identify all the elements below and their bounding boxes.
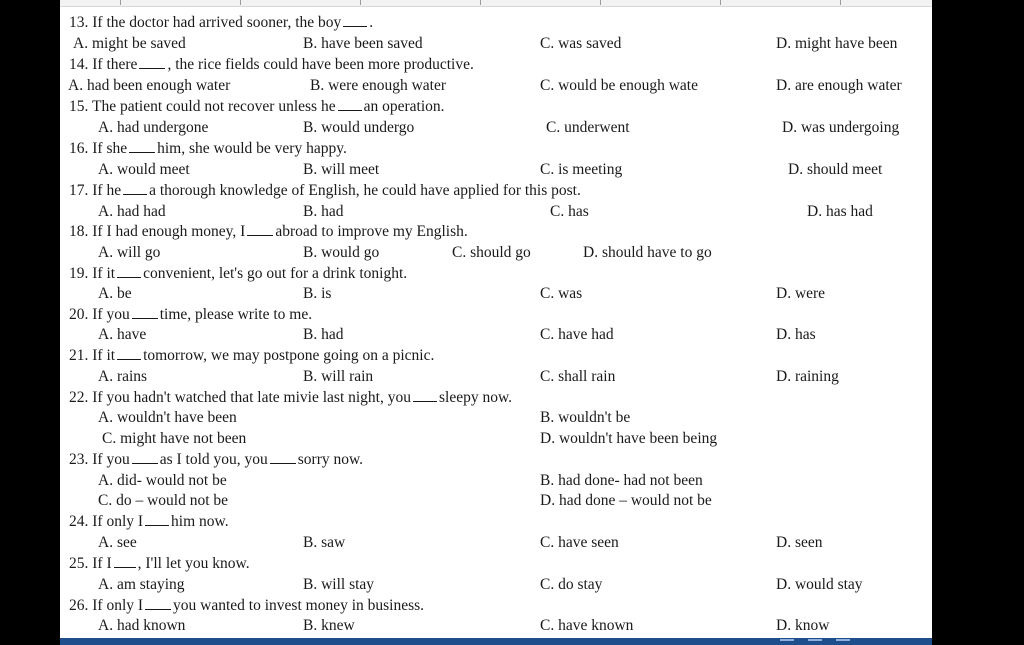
question-number: 19. [69, 265, 89, 282]
option-c[interactable]: C. was [540, 285, 583, 302]
answer-blank [114, 554, 136, 568]
question-text: If there [92, 56, 138, 73]
option-b[interactable]: B. knew [303, 617, 355, 634]
option-b[interactable]: B. is [303, 285, 332, 302]
question-number: 20. [69, 306, 89, 323]
option-b[interactable]: B. will stay [303, 576, 375, 593]
question-text: If I [92, 555, 112, 572]
question-number: 17. [69, 182, 89, 199]
option-b[interactable]: B. have been saved [303, 35, 423, 52]
option-d[interactable]: D. should meet [788, 161, 883, 178]
option-a[interactable]: A. be [98, 285, 132, 302]
question-number: 14. [69, 56, 89, 73]
question-text: tomorrow, we may postpone going on a picnic. [143, 347, 435, 364]
option-d[interactable]: D. was undergoing [782, 119, 900, 136]
option-c[interactable]: C. has [550, 203, 589, 220]
question-text: time, please write to me. [159, 306, 313, 323]
question-text: . [369, 14, 374, 31]
option-d[interactable]: D. know [776, 617, 830, 634]
answer-blank [343, 13, 367, 27]
answer-blank [145, 512, 169, 526]
question-18 [69, 222, 468, 242]
question-14 [69, 55, 474, 75]
option-d[interactable]: D. would stay [776, 576, 863, 593]
option-c[interactable]: C. would be enough wate [540, 77, 698, 94]
option-a[interactable]: A. have [98, 326, 147, 343]
option-a[interactable]: A. see [98, 534, 137, 551]
option-b[interactable]: B. had done- had not been [540, 472, 703, 489]
option-d[interactable]: D. should have to go [583, 244, 712, 261]
question-19 [69, 264, 407, 284]
option-a[interactable]: A. had undergone [98, 119, 209, 136]
option-c[interactable]: C. have seen [540, 534, 619, 551]
question-text: If it [92, 347, 116, 364]
option-d[interactable]: D. has [776, 326, 816, 343]
taskbar-mark [808, 639, 822, 641]
option-c[interactable]: C. is meeting [540, 161, 623, 178]
option-c[interactable]: C. have had [540, 326, 614, 343]
option-c[interactable]: C. should go [452, 244, 531, 261]
question-text: If you hadn't watched that late mivie last night, you [92, 389, 411, 406]
question-text: If you [92, 451, 130, 468]
question-number: 15. [69, 98, 89, 115]
answer-blank [413, 388, 437, 402]
option-a[interactable]: A. had had [98, 203, 166, 220]
option-b[interactable]: B. wouldn't be [540, 409, 631, 426]
option-c[interactable]: C. do – would not be [98, 492, 229, 509]
question-text: you wanted to invest money in business. [173, 597, 425, 614]
option-d[interactable]: D. were [776, 285, 826, 302]
option-d[interactable]: D. had done – would not be [540, 492, 712, 509]
option-b[interactable]: B. would go [303, 244, 380, 261]
option-a[interactable]: A. rains [98, 368, 148, 385]
option-c[interactable]: C. was saved [540, 35, 622, 52]
ruler [60, 0, 932, 7]
option-a[interactable]: A. would meet [98, 161, 190, 178]
question-text: If only I [92, 597, 144, 614]
question-text: If he [92, 182, 122, 199]
question-number: 13. [69, 14, 89, 31]
answer-blank [132, 450, 158, 464]
question-text: him, she would be very happy. [157, 140, 347, 157]
question-number: 16. [69, 140, 89, 157]
question-number: 21. [69, 347, 89, 364]
option-b[interactable]: B. will meet [303, 161, 380, 178]
document-page [60, 0, 932, 638]
question-26 [69, 596, 424, 616]
answer-blank [132, 305, 158, 319]
option-d[interactable]: D. raining [776, 368, 839, 385]
question-text: If I had enough money, I [92, 223, 246, 240]
answer-blank [123, 181, 147, 195]
taskbar-mark [780, 639, 794, 641]
question-21 [69, 346, 434, 366]
option-b[interactable]: B. were enough water [310, 77, 447, 94]
question-text: If you [92, 306, 130, 323]
taskbar-mark [836, 639, 850, 641]
answer-blank [117, 264, 141, 278]
question-text: If the doctor had arrived sooner, the boy [92, 14, 342, 31]
question-25 [69, 554, 250, 574]
question-22 [69, 388, 512, 408]
option-d[interactable]: D. has had [807, 203, 873, 220]
question-text: abroad to improve my English. [275, 223, 468, 240]
answer-blank [145, 596, 171, 610]
option-c[interactable]: C. underwent [546, 119, 630, 136]
question-20 [69, 305, 312, 325]
option-a[interactable]: A. wouldn't have been [98, 409, 237, 426]
option-a[interactable]: A. did- would not be [98, 472, 227, 489]
taskbar-strip [60, 638, 932, 645]
question-23 [69, 450, 363, 470]
question-24 [69, 512, 229, 532]
question-number: 25. [69, 555, 89, 572]
option-c[interactable]: C. do stay [540, 576, 603, 593]
option-a[interactable]: A. will go [98, 244, 161, 261]
question-number: 18. [69, 223, 89, 240]
answer-blank [129, 139, 155, 153]
option-d[interactable]: D. wouldn't have been being [540, 430, 718, 447]
question-text: The patient could not recover unless he [91, 98, 336, 115]
option-d[interactable]: D. might have been [776, 35, 898, 52]
question-text: as I told you, you [159, 451, 268, 468]
option-b[interactable]: B. would undergo [303, 119, 415, 136]
option-c[interactable]: C. might have not been [102, 430, 247, 447]
option-a[interactable]: A. had known [98, 617, 186, 634]
option-b[interactable]: B. had [303, 203, 344, 220]
option-a[interactable]: A. am staying [98, 576, 185, 593]
option-a[interactable]: A. had been enough water [68, 77, 231, 94]
option-b[interactable]: B. saw [303, 534, 346, 551]
question-number: 26. [69, 597, 89, 614]
question-text: him now. [171, 513, 229, 530]
answer-blank [139, 55, 165, 69]
question-15 [69, 97, 445, 117]
question-17 [69, 181, 581, 201]
question-text: sorry now. [297, 451, 364, 468]
question-text: , I'll let you know. [137, 555, 250, 572]
question-number: 24. [69, 513, 89, 530]
option-b[interactable]: B. had [303, 326, 344, 343]
answer-blank [117, 346, 141, 360]
question-text: an operation. [363, 98, 445, 115]
question-16 [69, 139, 347, 159]
question-text: a thorough knowledge of English, he could have applied for this post. [149, 182, 581, 199]
answer-blank [247, 222, 273, 236]
option-d[interactable]: D. seen [776, 534, 823, 551]
answer-blank [270, 450, 296, 464]
question-number: 22. [69, 389, 89, 406]
question-text: convenient, let's go out for a drink tonight. [143, 265, 408, 282]
question-text: If only I [92, 513, 144, 530]
question-text: , the rice fields could have been more productive. [167, 56, 474, 73]
question-number: 23. [69, 451, 89, 468]
option-b[interactable]: B. will rain [303, 368, 374, 385]
question-text: sleepy now. [439, 389, 513, 406]
option-d[interactable]: D. are enough water [776, 77, 902, 94]
answer-blank [338, 97, 362, 111]
question-text: If it [92, 265, 116, 282]
option-a[interactable]: A. might be saved [73, 35, 186, 52]
question-text: If she [92, 140, 128, 157]
option-c[interactable]: C. shall rain [540, 368, 616, 385]
option-c[interactable]: C. have known [540, 617, 634, 634]
question-13 [69, 13, 373, 33]
